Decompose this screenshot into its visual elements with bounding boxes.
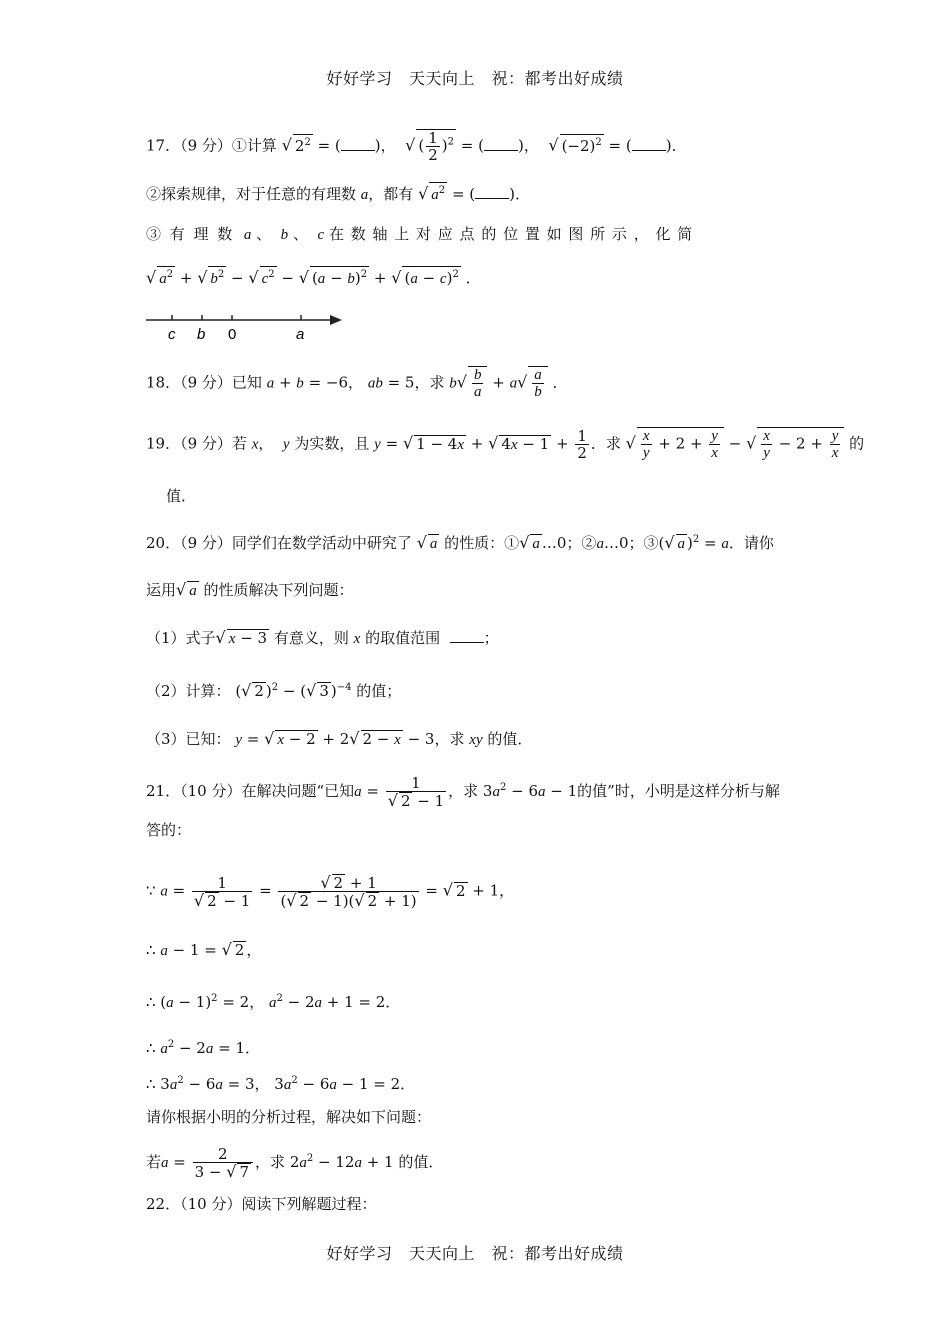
question-21: 21．（10 分）在解决问题“已知a = $\frac{1}{√ 2 - 1}$ ，求 $3a^2 - 6a - 1$的值”时，小明是这样分析与解 xyxy=(146,774,780,810)
label-b: b xyxy=(197,326,206,343)
question-22: 22．（10 分）阅读下列解题过程： xyxy=(146,1195,377,1213)
solution-step-5: ∴ $3a^2 - 6a = 3$， $3a^2 - 6a - 1 = 2$． xyxy=(146,1075,416,1093)
solution-step-3: ∴ $(a - 1)^2 = 2$， $a^2 - 2a + 1 = 2$． xyxy=(146,993,401,1011)
question-20-sub-2: （2）计算： (√ 2 )$^2$ − (√ 3 )$^{-4}$ 的值； xyxy=(146,681,402,700)
question-21-task: 若a = $\frac{2}{3 - √ 7}$ ，求 $2a^2 - 12a + 1$ 的值． xyxy=(146,1145,444,1181)
solution-step-4: ∴ $a^2 - 2a = 1$． xyxy=(146,1039,260,1057)
solution-step-2: ∴ a − 1 = √ 2 ， xyxy=(146,940,262,959)
axis-arrow-icon xyxy=(330,315,342,325)
question-19: 19．（9 分）若 x， y 为实数，且 y = √ 1 − 4x + √ 4x − 1 + $\frac{1}{2}$ ．求 √ $\frac{x}{y}$ + 2 + $\frac{y}{x}$ − √ $\frac{x}{y}$ − 2 + $\frac{y}{x}$ 的 xyxy=(146,427,865,462)
question-19-continued: 值． xyxy=(166,487,197,505)
label-c: c xyxy=(168,326,176,343)
question-17-line-1: 17．（9 分）①计算 √ $2^2$ = ( )， √ ( $\frac{1}{2}$ )$^2$ = ( )， √ $(-2)^2$ = ( )． xyxy=(146,129,687,164)
question-20-sub-3: （3）已知： y = √ x − 2 + 2√ 2 − x − 3，求 xy 的值． xyxy=(146,729,533,748)
number-line-figure xyxy=(146,308,346,344)
question-21-ask: 请你根据小明的分析过程，解决如下问题： xyxy=(146,1108,432,1126)
question-20-line-2: 运用√ a 的性质解决下列问题： xyxy=(146,580,354,599)
page-header: 好好学习 天天向上 祝：都考出好成绩 xyxy=(326,69,624,88)
question-21-line-2: 答的： xyxy=(146,821,192,839)
question-17-expression: √ $a^2$ + √ $b^2$ − √ $c^2$ − √ $(a - b)^2$ + √ $(a - c)^2$ ． xyxy=(146,268,481,287)
question-20: 20．（9 分）同学们在数学活动中研究了 √ a 的性质：①√ a …0；②a…0；③(√ a )$^2$ = a．请你 xyxy=(146,533,774,552)
solution-step-1: ∵ a = $\frac{1}{√ 2 - 1}$ = $\frac{√ 2 + 1}{(√ 2 - 1)(√ 2 + 1)}$ = √ 2 + 1， xyxy=(146,873,515,910)
question-20-sub-1: （1）式子√ x − 3 有意义，则 x 的取值范围 ； xyxy=(146,628,499,647)
label-a: a xyxy=(296,326,305,343)
question-18: 18．（9 分）已知 a + b = −6， ab = 5，求 b√ $\frac{b}{a}$ + a√ $\frac{a}{b}$ ． xyxy=(146,367,568,400)
question-17-line-2: ②探索规律，对于任意的有理数 a，都有 √ $a^2$ = ( )． xyxy=(146,184,530,203)
label-0: 0 xyxy=(228,326,237,343)
question-17-line-3: ③ 有 理 数 a 、 b 、 c 在 数 轴 上 对 应 点 的 位 置 如 图 所 示 ， 化 简 xyxy=(146,225,694,243)
page-footer: 好好学习 天天向上 祝：都考出好成绩 xyxy=(326,1244,624,1263)
